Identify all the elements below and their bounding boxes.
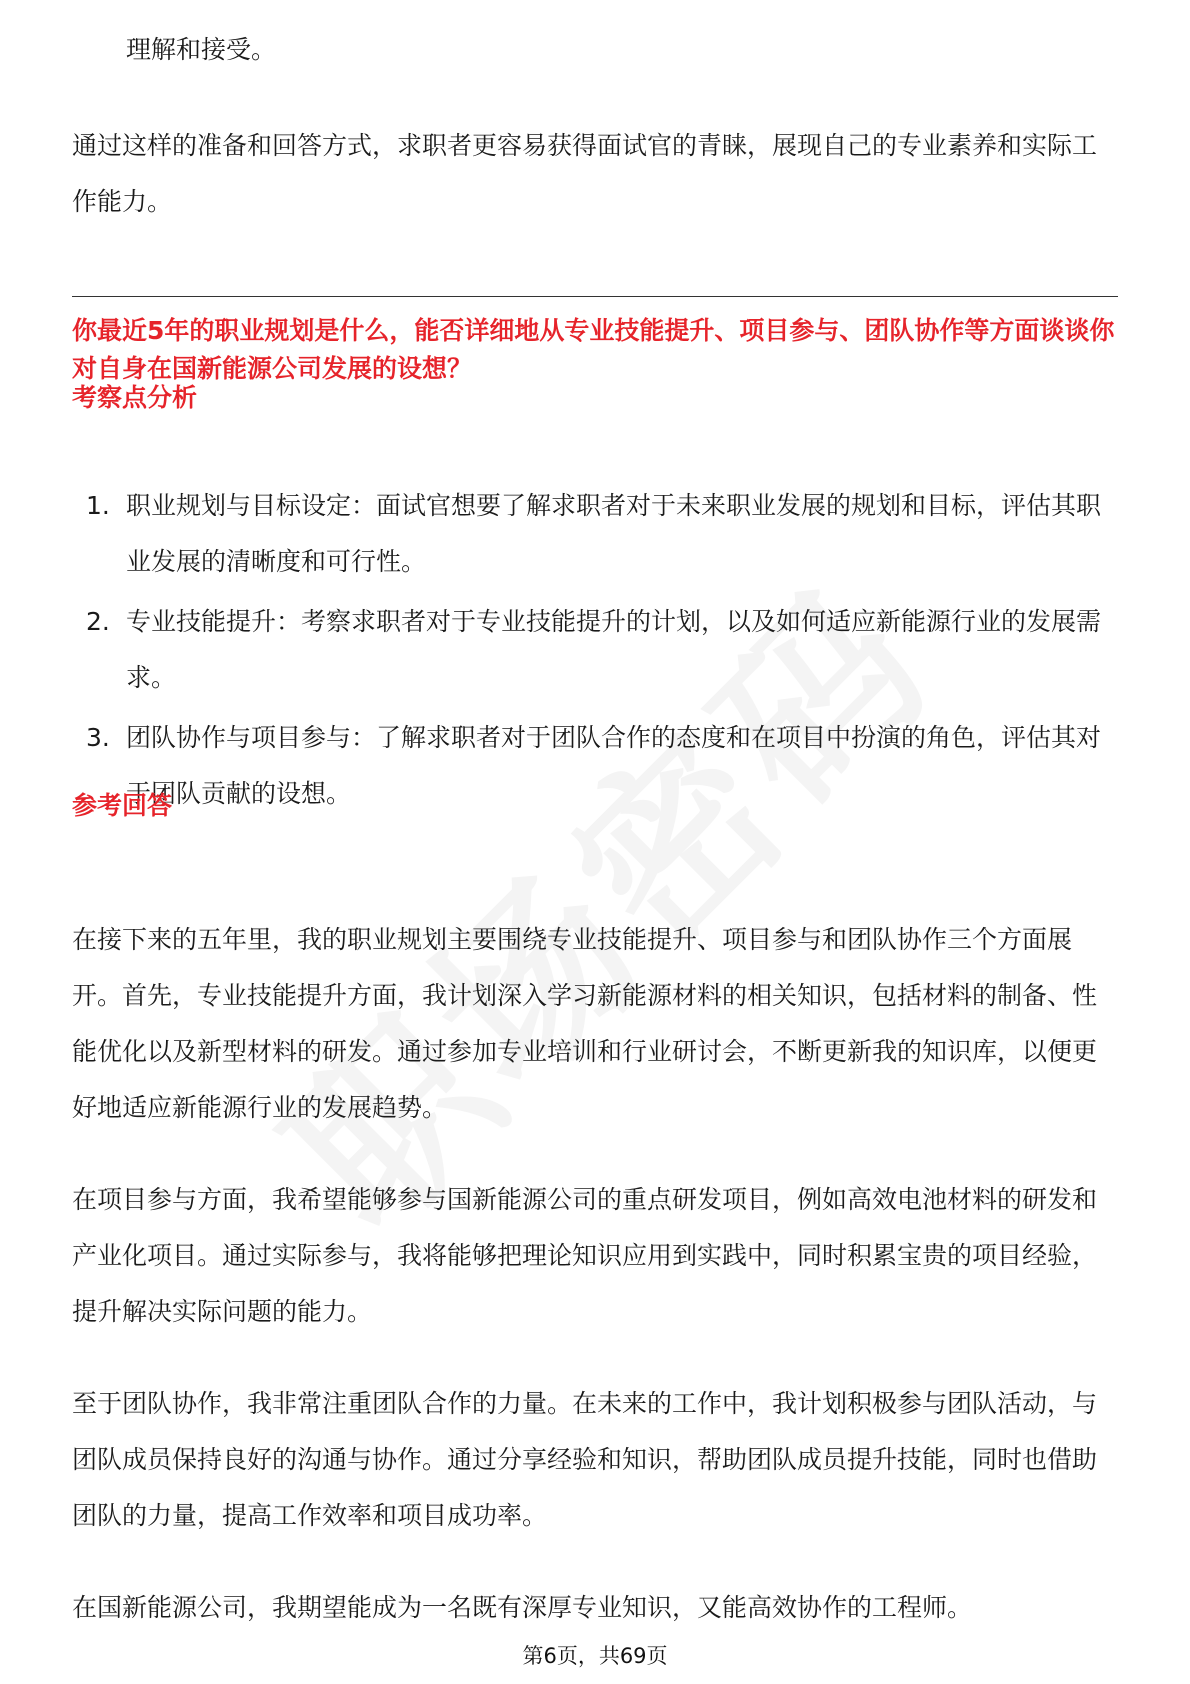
list-item <box>72 594 1118 706</box>
summary-paragraph: 通过这样的准备和回答方式，求职者更容易获得面试官的青睐，展现自己的专业素养和实际工作能力。 <box>72 131 1098 216</box>
list-item-text: 团队协作与项目参与：了解求职者对于团队合作的态度和在项目中扮演的角色，评估其对于团队贡献的设想。 <box>126 723 1102 808</box>
answer-paragraph: 至于团队协作，我非常注重团队合作的力量。在未来的工作中，我计划积极参与团队活动，与团队成员保持良好的沟通与协作。通过分享经验和知识，帮助团队成员提升技能，同时也借助团队的力量，提高工作效率和项目成功率。 <box>72 1389 1098 1530</box>
section-divider <box>72 296 1118 297</box>
page-footer: 第6页，共69页 <box>522 1644 668 1668</box>
answer-paragraph: 在项目参与方面，我希望能够参与国新能源公司的重点研发项目，例如高效电池材料的研发和产业化项目。通过实际参与，我将能够把理论知识应用到实践中，同时积累宝贵的项目经验，提升解决实际问题的能力。 <box>72 1185 1098 1326</box>
answer-heading: 参考回答 <box>72 791 173 820</box>
analysis-heading: 考察点分析 <box>72 383 198 412</box>
answer-paragraph: 在接下来的五年里，我的职业规划主要围绕专业技能提升、项目参与和团队协作三个方面展开。首先，专业技能提升方面，我计划深入学习新能源材料的相关知识，包括材料的制备、性能优化以及新型材料的研发。通过参加专业培训和行业研讨会，不断更新我的知识库，以便更好地适应新能源行业的发展趋势。 <box>72 925 1098 1122</box>
question-title: 你最近5年的职业规划是什么，能否详细地从专业技能提升、项目参与、团队协作等方面谈谈你对自身在国新能源公司发展的设想？ <box>72 316 1115 383</box>
answer-body <box>72 912 1118 1672</box>
answer-paragraph: 在国新能源公司，我期望能成为一名既有深厚专业知识，又能高效协作的工程师。 <box>72 1593 973 1622</box>
list-item-number: 2. <box>86 607 110 636</box>
list-item-text: 职业规划与目标设定：面试官想要了解求职者对于未来职业发展的规划和目标，评估其职业发展的清晰度和可行性。 <box>126 491 1102 576</box>
continuation-line: 理解和接受。 <box>126 35 277 64</box>
analysis-list <box>72 478 1118 826</box>
list-item <box>72 710 1118 822</box>
list-item-number: 3. <box>86 723 110 752</box>
list-item-text: 专业技能提升：考察求职者对于专业技能提升的计划，以及如何适应新能源行业的发展需求。 <box>126 607 1102 692</box>
list-item-number: 1. <box>86 491 110 520</box>
list-item <box>72 478 1118 590</box>
